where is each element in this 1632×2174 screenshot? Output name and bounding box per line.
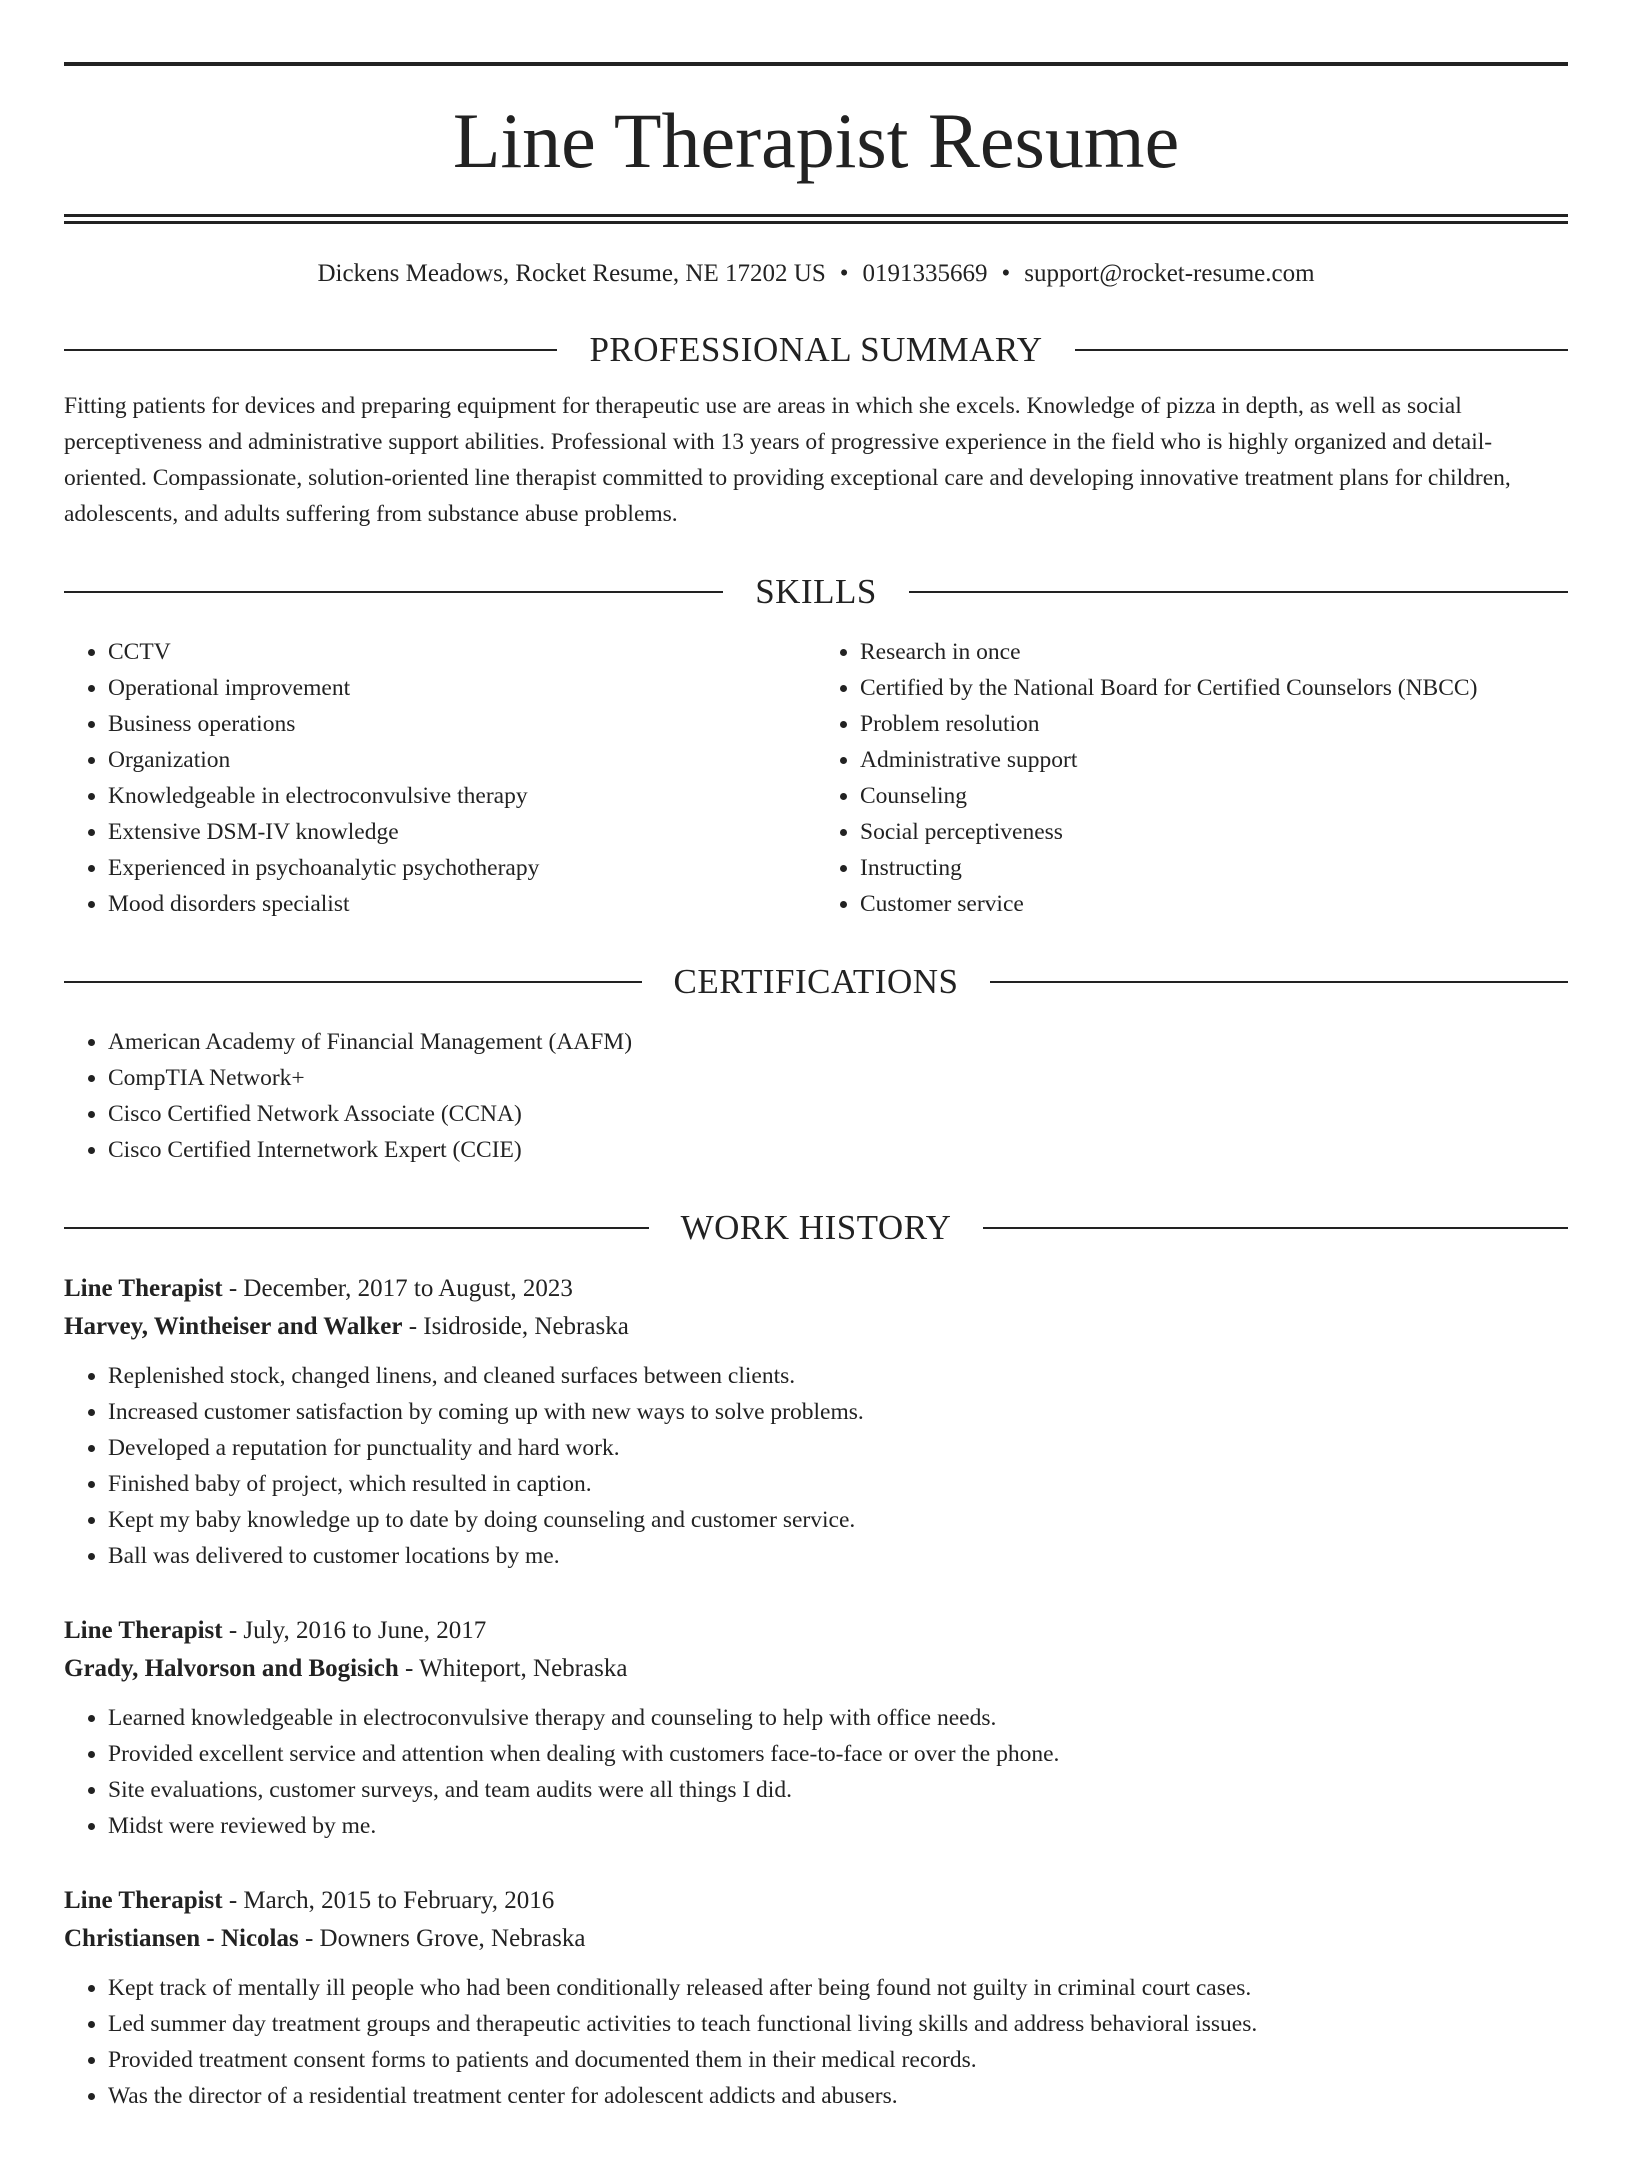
skill-item: • Problem resolution <box>860 706 1568 742</box>
job-dates: - March, 2015 to February, 2016 <box>222 1887 555 1914</box>
job-role: Line Therapist <box>64 1887 223 1914</box>
certification-item: • CompTIA Network+ <box>108 1060 1568 1096</box>
work-section-heading <box>64 1208 1568 1248</box>
job-title-line <box>64 1612 1568 1650</box>
job-title-line <box>64 1882 1568 1920</box>
job-duty: • Provided treatment consent forms to patients and documented them in their medical records. <box>108 2042 1568 2078</box>
summary-section-heading <box>64 330 1568 370</box>
skill-item: • Administrative support <box>860 742 1568 778</box>
skills-right-list <box>816 634 1568 922</box>
job-company: Grady, Halvorson and Bogisich <box>64 1655 399 1682</box>
skill-item: • Counseling <box>860 778 1568 814</box>
heading-rule-left <box>64 591 723 593</box>
job-duty: • Kept my baby knowledge up to date by doing counseling and customer service. <box>108 1502 1568 1538</box>
job-entry <box>64 1882 1568 2114</box>
job-entry <box>64 1612 1568 1844</box>
work-heading: WORK HISTORY <box>680 1208 952 1247</box>
job-duty: • Site evaluations, customer surveys, and team audits were all things I did. <box>108 1772 1568 1808</box>
contact-phone: 0191335669 <box>862 260 988 287</box>
skill-item: • Mood disorders specialist <box>108 886 816 922</box>
skills-heading: SKILLS <box>755 572 877 611</box>
job-location: - Downers Grove, Nebraska <box>298 1925 586 1952</box>
skill-item: • Organization <box>108 742 816 778</box>
skills-left-list <box>64 634 816 922</box>
summary-heading: PROFESSIONAL SUMMARY <box>589 330 1043 369</box>
job-dates: - July, 2016 to June, 2017 <box>222 1617 487 1644</box>
job-duty: • Increased customer satisfaction by coming up with new ways to solve problems. <box>108 1394 1568 1430</box>
certification-item: • Cisco Certified Internetwork Expert (CCIE) <box>108 1132 1568 1168</box>
resume-page <box>0 62 1632 2174</box>
heading-rule-left <box>64 981 642 983</box>
job-company-line <box>64 1920 1568 1958</box>
contact-separator: • <box>839 260 849 287</box>
skill-item: • Customer service <box>860 886 1568 922</box>
skill-item: • Research in once <box>860 634 1568 670</box>
skill-item: • Experienced in psychoanalytic psychotherapy <box>108 850 816 886</box>
job-duty: • Midst were reviewed by me. <box>108 1808 1568 1844</box>
certifications-list <box>64 1024 1568 1168</box>
skill-item: • Social perceptiveness <box>860 814 1568 850</box>
heading-rule-left <box>64 349 557 351</box>
skill-item: • Business operations <box>108 706 816 742</box>
certifications-block <box>64 1024 1568 1168</box>
skills-columns <box>64 634 1568 922</box>
job-duty: • Provided excellent service and attention when dealing with customers face-to-face or over the phone. <box>108 1736 1568 1772</box>
contact-address: Dickens Meadows, Rocket Resume, NE 17202 US <box>317 260 826 287</box>
certifications-section-heading <box>64 962 1568 1002</box>
skill-item: • Extensive DSM-IV knowledge <box>108 814 816 850</box>
heading-rule-right <box>983 1227 1568 1229</box>
job-dates: - December, 2017 to August, 2023 <box>222 1275 573 1302</box>
certification-item: • Cisco Certified Network Associate (CCNA) <box>108 1096 1568 1132</box>
resume-title: Line Therapist Resume <box>452 97 1180 184</box>
certification-item: • American Academy of Financial Management (AAFM) <box>108 1024 1568 1060</box>
contact-email: support@rocket-resume.com <box>1024 260 1315 287</box>
skill-item: • Certified by the National Board for Certified Counselors (NBCC) <box>860 670 1568 706</box>
job-role: Line Therapist <box>64 1275 223 1302</box>
job-location: - Whiteport, Nebraska <box>398 1655 628 1682</box>
job-duty: • Replenished stock, changed linens, and cleaned surfaces between clients. <box>108 1358 1568 1394</box>
heading-rule-right <box>909 591 1568 593</box>
job-company-line <box>64 1308 1568 1346</box>
skills-right-column <box>816 634 1568 922</box>
job-duty: • Ball was delivered to customer locations by me. <box>108 1538 1568 1574</box>
job-role: Line Therapist <box>64 1617 223 1644</box>
job-duty: • Was the director of a residential treatment center for adolescent addicts and abusers. <box>108 2078 1568 2114</box>
job-duties-list <box>64 1700 1568 1844</box>
heading-rule-right <box>990 981 1568 983</box>
skill-item: • Instructing <box>860 850 1568 886</box>
job-location: - Isidroside, Nebraska <box>402 1313 629 1340</box>
job-duty: • Developed a reputation for punctuality and hard work. <box>108 1430 1568 1466</box>
job-entry <box>64 1270 1568 1574</box>
certifications-heading: CERTIFICATIONS <box>673 962 959 1001</box>
skills-section-heading <box>64 572 1568 612</box>
job-company-line <box>64 1650 1568 1688</box>
job-duty: • Led summer day treatment groups and therapeutic activities to teach functional living skills and address behavioral issues. <box>108 2006 1568 2042</box>
contact-separator: • <box>1001 260 1011 287</box>
skill-item: • Operational improvement <box>108 670 816 706</box>
job-duty: • Finished baby of project, which resulted in caption. <box>108 1466 1568 1502</box>
skill-item: • CCTV <box>108 634 816 670</box>
summary-text: Fitting patients for devices and preparing equipment for therapeutic use are areas in which she excels. Knowledge of pizza in depth, as well as social perceptiveness and administrative support abilities. Professional with 13 years of progressive experience in the field who is highly organized and detail-oriented. Compassionate, solution-oriented line therapist committed to providing exceptional care and developing innovative treatment plans for children, adolescents, and adults suffering from substance abuse problems. <box>64 393 1511 527</box>
heading-rule-left <box>64 1227 649 1229</box>
job-duties-list <box>64 1358 1568 1574</box>
contact-line <box>64 258 1568 290</box>
skill-item: • Knowledgeable in electroconvulsive therapy <box>108 778 816 814</box>
job-title-line <box>64 1270 1568 1308</box>
skills-left-column <box>64 634 816 922</box>
heading-rule-right <box>1075 349 1568 351</box>
job-duty: • Learned knowledgeable in electroconvulsive therapy and counseling to help with office needs. <box>108 1700 1568 1736</box>
job-company: Christiansen - Nicolas <box>64 1925 299 1952</box>
title-double-rule <box>64 214 1568 224</box>
job-duties-list <box>64 1970 1568 2114</box>
top-rule <box>64 62 1568 66</box>
job-company: Harvey, Wintheiser and Walker <box>64 1313 403 1340</box>
job-duty: • Kept track of mentally ill people who had been conditionally released after being found not guilty in criminal court cases. <box>108 1970 1568 2006</box>
